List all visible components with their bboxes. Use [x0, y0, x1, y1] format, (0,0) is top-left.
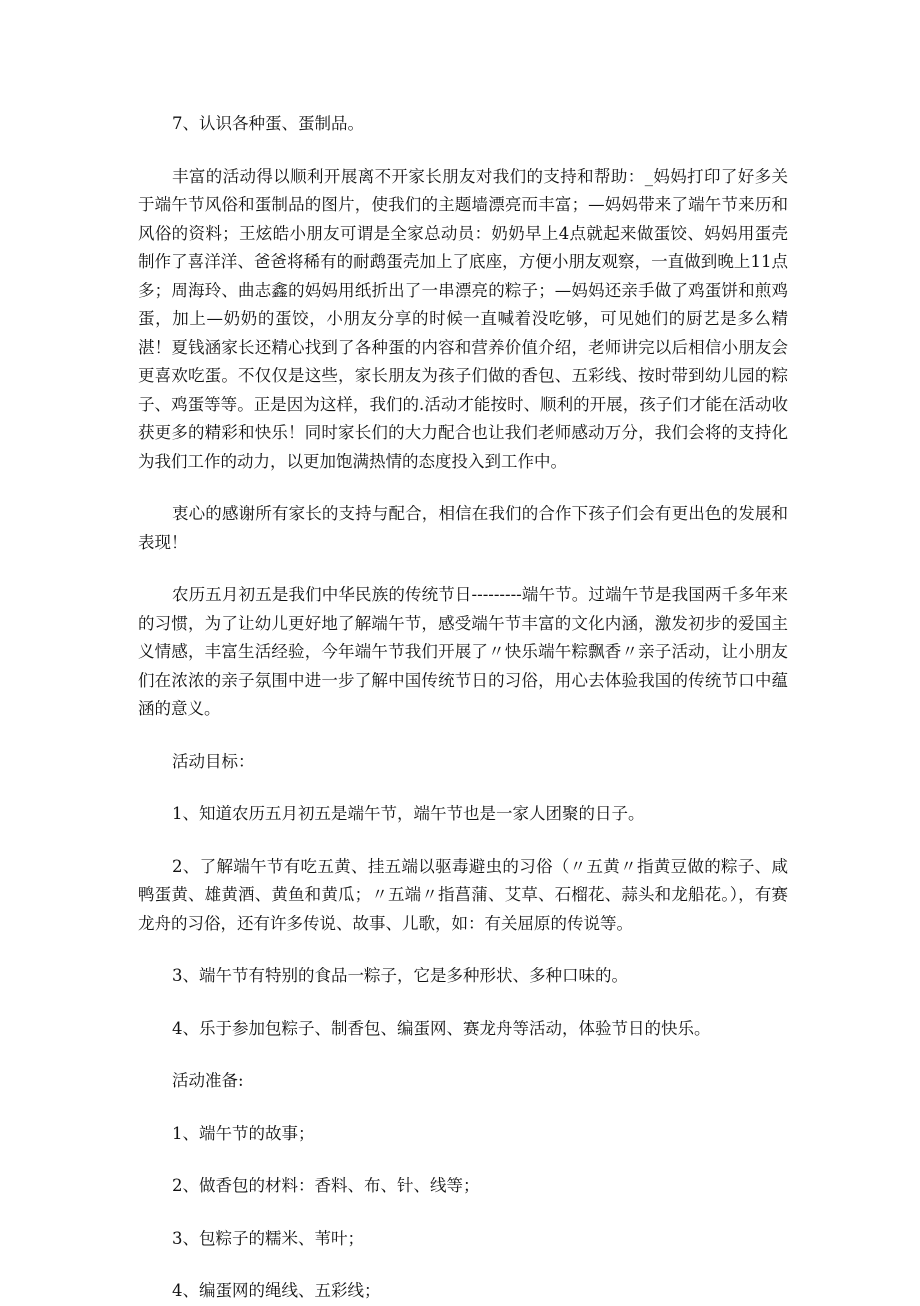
goal-item-2: 2、了解端午节有吃五黄、挂五端以驱毒避虫的习俗（〃五黄〃指黄豆做的粽子、咸鸭蛋黄、雄黄酒、黄鱼和黄瓜；〃五端〃指菖蒲、艾草、石榴花、蒜头和龙船花。），有赛龙舟的习俗，还有许多传说、故事、儿歌，如：有关屈原的传说等。 — [138, 856, 788, 933]
paragraph-gap — [138, 139, 788, 163]
goal-item-1: 1、知道农历五月初五是端午节，端午节也是一家人团聚的日子。 — [172, 804, 645, 823]
paragraph-parents-support: 丰富的活动得以顺利开展离不开家长朋友对我们的支持和帮助：_妈妈打印了好多关于端午节风俗和蛋制品的图片，使我们的主题墙漂亮而丰富；—妈妈带来了端午节来历和风俗的资料；王炫皓小朋友可谓是全家总动员：奶奶早上4点就起来做蛋饺、妈妈用蛋壳制作了喜洋洋、爸爸将稀有的耐鹉蛋壳加上了底座，方便小朋友观察，一直做到晚上11点多；周海玲、曲志鑫的妈妈用纸折出了一串漂亮的粽子；—妈妈还亲手做了鸡蛋饼和煎鸡蛋，加上—奶奶的蛋饺，小朋友分享的时候一直喊着没吃够，可见她们的厨艺是多么精湛！夏钱涵家长还精心找到了各种蛋的内容和营养价值介绍，老师讲完以后相信小朋友会更喜欢吃蛋。不仅仅是这些，家长朋友为孩子们做的香包、五彩线、按时带到幼儿园的粽子、鸡蛋等等。正是因为这样，我们的.活动才能按时、顺利的开展，孩子们才能在活动收获更多的精彩和快乐！同时家长们的大力配合也让我们老师感动万分，我们会将的支持化为我们工作的动力，以更加饱满热情的态度投入到工作中。 — [138, 166, 788, 471]
paragraph-gap — [138, 1253, 788, 1277]
paragraph-gap — [138, 829, 788, 853]
paragraph-gap — [138, 1201, 788, 1225]
paragraph-gap — [138, 1148, 788, 1172]
paragraph-gap — [138, 724, 788, 748]
paragraph-gap — [138, 1043, 788, 1067]
paragraph-gap — [138, 991, 788, 1015]
heading-activity-prep: 活动准备: — [172, 1071, 244, 1090]
paragraph-gap — [138, 476, 788, 500]
document-page — [138, 110, 788, 1306]
goal-item-4: 4、乐于参加包粽子、制香包、编蛋网、赛龙舟等活动，体验节日的快乐。 — [172, 1018, 711, 1038]
paragraph-gap — [138, 938, 788, 962]
paragraph-gap — [138, 776, 788, 800]
prep-item-3: 3、包粽子的糯米、苇叶； — [172, 1228, 364, 1248]
paragraph-thanks: 衷心的感谢所有家长的支持与配合，相信在我们的合作下孩子们会有更出色的发展和表现！ — [138, 504, 788, 552]
prep-item-4: 4、编蛋网的绳线、五彩线； — [172, 1281, 381, 1300]
heading-activity-goals: 活动目标： — [172, 751, 255, 771]
prep-item-2: 2、做香包的材料：香料、布、针、线等； — [172, 1176, 480, 1195]
prep-item-1: 1、端午节的故事； — [172, 1123, 315, 1143]
goal-item-3: 3、端午节有特别的食品一粽子，它是多种形状、多种口味的。 — [172, 966, 628, 985]
paragraph-gap — [138, 1096, 788, 1120]
paragraph-gap — [138, 557, 788, 581]
paragraph-dragon-boat-intro: 农历五月初五是我们中华民族的传统节日---------端午节。过端午节是我国两千多年来的习惯，为了让幼儿更好地了解端午节，感受端午节丰富的文化内涵，激发初步的爱国主义情感，丰富生活经验，今年端午节我们开展了〃快乐端午粽飘香〃亲子活动，让小朋友们在浓浓的亲子氛围中进一步了解中国传统节日的习俗，用心去体验我国的传统节口中蕴涵的意义。 — [138, 585, 788, 718]
paragraph-item-7: 7、认识各种蛋、蛋制品。 — [172, 114, 364, 133]
